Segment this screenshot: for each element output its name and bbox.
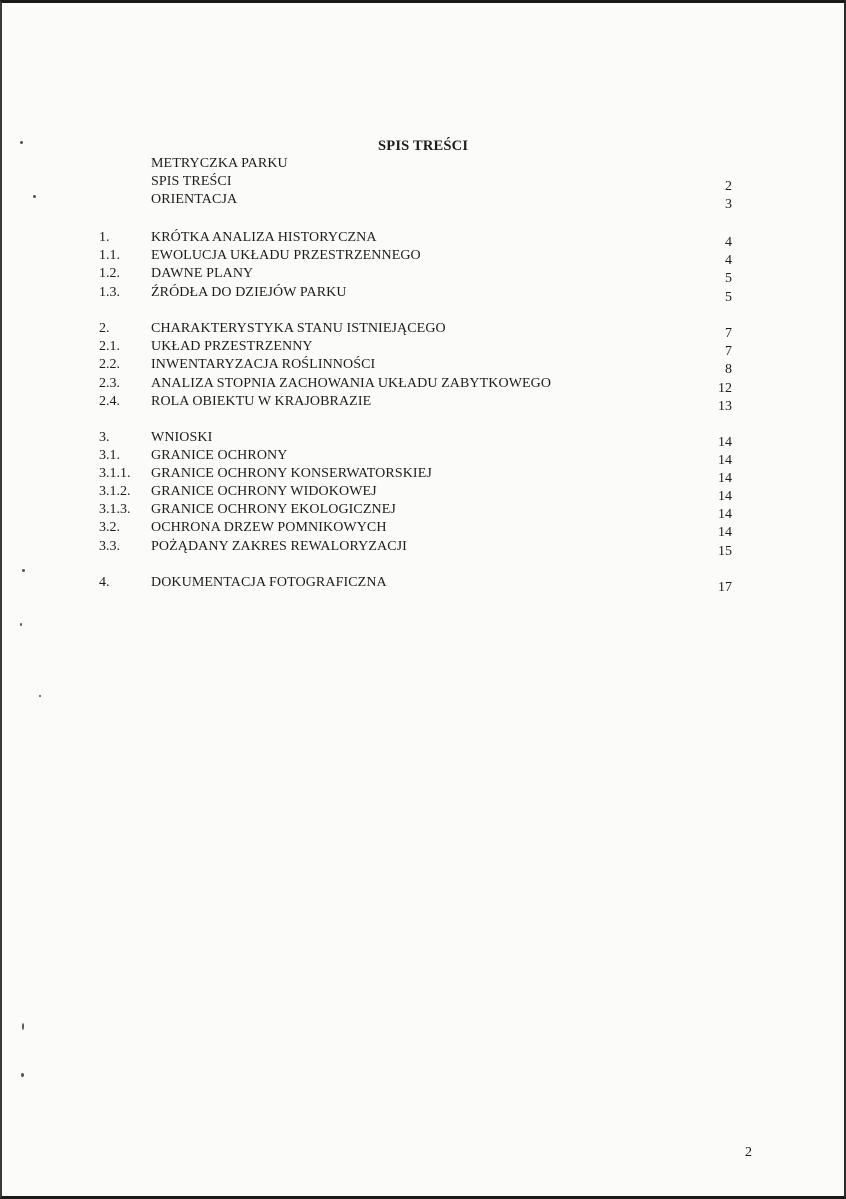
entry-number: 1.3. — [99, 285, 120, 300]
entry-page: 5 — [725, 271, 732, 286]
entry-label: EWOLUCJA UKŁADU PRZESTRZENNEGO — [151, 248, 421, 263]
entry-label: ROLA OBIEKTU W KRAJOBRAZIE — [151, 394, 372, 409]
entry-label: POŻĄDANY ZAKRES REWALORYZACJI — [151, 539, 407, 554]
entry-number: 3.1. — [99, 448, 120, 463]
toc-entry — [2, 284, 846, 305]
toc-entry — [2, 538, 846, 559]
toc-entry — [2, 356, 846, 377]
entry-page: 14 — [718, 471, 732, 486]
entry-page: 4 — [725, 235, 732, 250]
page-number: 2 — [745, 1145, 752, 1160]
entry-number: 2. — [99, 321, 110, 336]
toc-entry — [2, 338, 846, 359]
entry-number: 2.3. — [99, 376, 120, 391]
toc-entry — [2, 519, 846, 540]
entry-number: 4. — [99, 575, 110, 590]
toc-entry — [2, 229, 846, 250]
entry-page: 14 — [718, 435, 732, 450]
entry-label: GRANICE OCHRONY — [151, 448, 288, 463]
entry-number: 2.1. — [99, 339, 120, 354]
entry-page: 14 — [718, 525, 732, 540]
toc-entry — [2, 574, 846, 595]
scan-speck — [20, 141, 23, 144]
toc-entry — [2, 375, 846, 396]
entry-number: 1.1. — [99, 248, 120, 263]
scan-speck — [20, 623, 22, 626]
entry-label: ANALIZA STOPNIA ZACHOWANIA UKŁADU ZABYTKOWEGO — [151, 376, 552, 391]
entry-number: 1.2. — [99, 266, 120, 281]
entry-page: 8 — [725, 362, 732, 377]
entry-label: WNIOSKI — [151, 430, 213, 445]
entry-label: SPIS TREŚCI — [151, 174, 232, 189]
toc-entry — [2, 483, 846, 504]
toc-entry — [2, 393, 846, 414]
entry-number: 3.1.3. — [99, 502, 131, 517]
toc-entry — [2, 429, 846, 450]
entry-page: 7 — [725, 326, 732, 341]
entry-page: 14 — [718, 453, 732, 468]
entry-page: 2 — [725, 179, 732, 194]
toc-entry — [2, 247, 846, 268]
entry-label: INWENTARYZACJA ROŚLINNOŚCI — [151, 357, 376, 372]
toc-entry — [2, 173, 846, 194]
entry-number: 3.1.1. — [99, 466, 131, 481]
scan-speck — [22, 569, 25, 572]
entry-label: CHARAKTERYSTYKA STANU ISTNIEJĄCEGO — [151, 321, 446, 336]
entry-page: 14 — [718, 489, 732, 504]
scan-speck — [21, 1073, 24, 1077]
toc-entry — [2, 501, 846, 522]
entry-label: DOKUMENTACJA FOTOGRAFICZNA — [151, 575, 387, 590]
toc-entry — [2, 265, 846, 286]
entry-label: GRANICE OCHRONY WIDOKOWEJ — [151, 484, 377, 499]
entry-label: GRANICE OCHRONY KONSERWATORSKIEJ — [151, 466, 432, 481]
entry-page: 5 — [725, 290, 732, 305]
entry-number: 3. — [99, 430, 110, 445]
entry-label: ORIENTACJA — [151, 192, 238, 207]
entry-number: 2.4. — [99, 394, 120, 409]
entry-label: DAWNE PLANY — [151, 266, 254, 281]
scan-speck — [22, 1023, 24, 1030]
toc-title: SPIS TREŚCI — [378, 138, 469, 154]
entry-page: 15 — [718, 544, 732, 559]
entry-page: 4 — [725, 253, 732, 268]
entry-page: 14 — [718, 507, 732, 522]
entry-page: 3 — [725, 197, 732, 212]
entry-number: 3.1.2. — [99, 484, 131, 499]
scan-speck — [39, 695, 41, 697]
entry-label: KRÓTKA ANALIZA HISTORYCZNA — [151, 230, 377, 245]
entry-number: 1. — [99, 230, 110, 245]
entry-label: UKŁAD PRZESTRZENNY — [151, 339, 313, 354]
entry-number: 3.2. — [99, 520, 120, 535]
entry-label: METRYCZKA PARKU — [151, 156, 288, 171]
entry-page: 7 — [725, 344, 732, 359]
entry-label: GRANICE OCHRONY EKOLOGICZNEJ — [151, 502, 396, 517]
entry-page: 12 — [718, 381, 732, 396]
scan-speck — [33, 195, 36, 198]
entry-page: 17 — [718, 580, 732, 595]
entry-page: 13 — [718, 399, 732, 414]
entry-number: 3.3. — [99, 539, 120, 554]
entry-label: OCHRONA DRZEW POMNIKOWYCH — [151, 520, 387, 535]
toc-entry — [2, 320, 846, 341]
toc-entry — [2, 155, 846, 173]
toc-entry — [2, 191, 846, 212]
toc-entry — [2, 447, 846, 468]
entry-number: 2.2. — [99, 357, 120, 372]
entry-label: ŹRÓDŁA DO DZIEJÓW PARKU — [151, 285, 347, 300]
toc-entry — [2, 465, 846, 486]
